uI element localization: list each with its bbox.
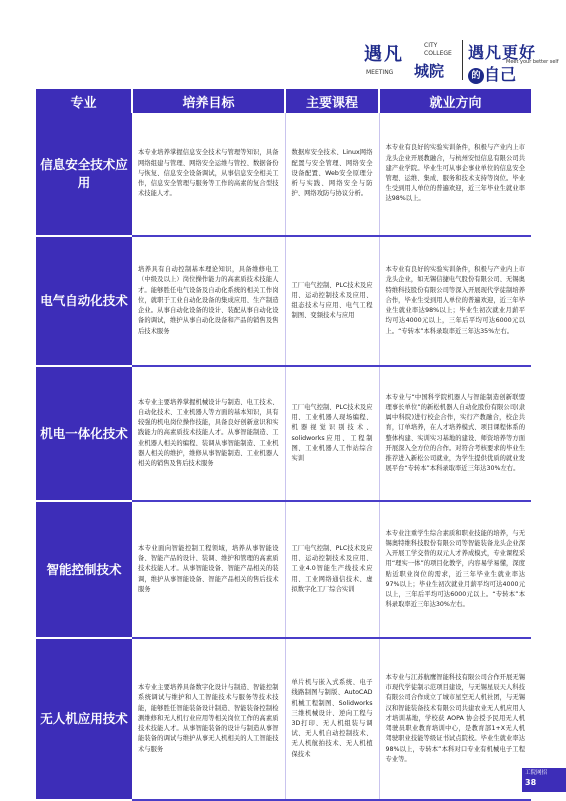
main-courses: 工厂电气控制、PLC技术及应用、运动控制技术及应用、工业4.0智能生产线技术应用、工业网络通信技术、虚拟数字化工厂综合实训 (285, 501, 379, 638)
training-goal: 本专业培养掌握信息安全技术与管理等知识，具备网络组建与管理、网络安全运维与管控、数据备份与恢复、信息安全设备调试，从事信息安全相关工作，信息安全管理与服务等工作的高素的复合型技术技能人才。 (132, 113, 285, 236)
slogan-line-2: 的 自己 (468, 62, 516, 85)
training-goal: 本专业主要培养掌握机械设计与制造、电工技术、自动化技术、工业机器人等方面的基本知识，具有较强的机电岗位操作技能，具备良好创新意识和实践能力的高素质技术技能人才。从事智能制造、工业机器人相关的编程、装调从事智能制造、工业机器人相关的维护，维修从事智能制造、工业机器人相关的销售及售后技术服务 (132, 366, 285, 501)
header-major: 专业 (36, 89, 132, 113)
table-row (36, 236, 531, 366)
major-name: 机电一体化技术 (36, 366, 132, 501)
employment-direction: 本专业与“中国科学院机器人与智能制造创新联盟理事长单位”的新松机器人自动化股份有限公司(隶属中科院)进行校企合作，实行产教融合，校企共育，订单培养，在人才培养模式、项目课程体系的整体构建、实训实习基地的建设、师资培养等方面开展深入全方位的合作。对符合考核要求的毕业生推荐进入新松公司就业，为学生提供优质的就业发展平台“专转本”本科录取率近三年达30%左右。 (379, 366, 531, 501)
table-row (36, 366, 531, 501)
main-courses: 工厂电气控制、PLC技术及应用、工业机器人现场编程、机器视觉识别技术、solidworks应用、工程制图、工业机器人工作站综合实训 (285, 366, 379, 501)
brand-logo (364, 40, 559, 84)
employment-direction: 本专业有良好的实验实训条件，积极与产业内上市龙头企业开展教融合，与杭州安恒信息有限公司共建产业学院。毕业生可从事企事业单位的信息安全管理、运维、集成、服务和技术支持等岗位。毕业生受到用人单位的普遍欢迎，近三年毕业生就业率达98%以上。 (379, 113, 531, 236)
header-goal: 培养目标 (132, 89, 285, 113)
training-goal: 培养具有自动控制基本理论知识，具备维修电工（中级及以上）岗位操作能力的高素质技术技能人才。能够胜任电气设备及自动化系统的相关工作岗位，就职于工业自动化设备的集成应用、生产制造企业。从事自动化设备的设计、装配从事自动化设备的调试，维护从事自动化设备和产品的销售及售后技术服务 (132, 236, 285, 366)
table-row (36, 501, 531, 638)
main-courses: 工厂电气控制、PLC技术及应用、运动控制技术及应用、组态技术与应用、电气工程制图、变频技术与应用 (285, 236, 379, 366)
page-number-tab (522, 768, 566, 792)
page-header (0, 0, 566, 88)
brand-divider (462, 40, 463, 80)
table-row (36, 113, 531, 236)
slogan-english: Meet your better self (506, 59, 559, 65)
main-courses: 数据库安全技术、Linux网络配置与安全管理、网络安全设备配置、Web安全原理分析与实践、网络安全与防护、网络攻防与协议分析。 (285, 113, 379, 236)
section-label: 工院网招 (525, 770, 548, 776)
employment-direction: 本专业注重学生综合素质和职业技能的培养，与无锡奥特维科技股份有限公司等智能装备龙头企业深入开展工学交替的双元人才养成模式，专业课程采用“理实一体”的项目化教学，内容易学易懂，深度贴近职业岗位的需求，近三年毕业生就业率达97%以上；毕业生初次就业月薪平均可达4000元以上，三年后平均可达6000元以上。“专转本”本科录取率近三年达30%左右。 (379, 501, 531, 638)
brand-name-2: 城院 (414, 62, 445, 80)
major-name: 无人机应用技术 (36, 638, 132, 800)
slogan-circle-char: 的 (468, 68, 484, 84)
brand-name-1: 遇凡 (364, 44, 404, 65)
brand-en-city: CITY COLLEGE (424, 42, 452, 57)
major-name: 电气自动化技术 (36, 236, 132, 366)
major-name: 信息安全技术应用 (36, 113, 132, 236)
header-jobs: 就业方向 (379, 89, 531, 113)
table-row (36, 638, 531, 800)
table-header-row (36, 89, 531, 113)
major-name: 智能控制技术 (36, 501, 132, 638)
header-courses: 主要课程 (285, 89, 379, 113)
main-courses: 单片机与嵌入式系统、电子线路制图与制版、AutoCAD机械工程制图、Solidworks三维机械设计、逆向工程与3D打印、无人机组装与调试、无人机自动控制技术、无人机航拍技术、无人机植保技术 (285, 638, 379, 800)
training-goal: 本专业主要培养具备数字化设计与制造、智能控制系统调试与维护和人工智能技术与服务等技术技能，能够胜任智能装备设计制造、智能装备控制检测维修和无人机行业应用等相关岗位工作的高素质技术技能人才。从事智能装备的设计与制造从事智能装备的调试与维护从事无人机相关的人工智能技术与服务 (132, 638, 285, 800)
page-number: 38 (525, 778, 537, 787)
employment-direction: 本专业与江苏航鹰智能科技有限公司合作开展无锡市现代学徒制示范项目建设，与无锡星辰天人科技有限公司合作成立了城市星空无人机社团，与无锡汉和智能装备技术有限公司共建农业无人机应用人才培训基地，学校获 AOPA 协会授予民用无人机驾驶员职业教育培训中心，是教育部1+X无人机驾驶职业技能等级证书试点院校。毕业生就业率达98%以上，专转本”本科对口专业有机械电子工程专业等。 (379, 638, 531, 800)
training-goal: 本专业面向智能控制工程领域，培养从事智能设备、智能产品的设计、装调、维护和管理的高素质技术技能人才。从事智能设备、智能产品相关的装调，维护从事智能设备、智能产品相关的售后技术服务 (132, 501, 285, 638)
majors-table (36, 89, 531, 801)
brand-en-meeting: MEETING (366, 69, 394, 76)
employment-direction: 本专业有良好的实验实训条件，积极与产业内上市龙头企业，如无锡信捷电气股份有限公司、无锡奥特维科技股份有限公司等深入开展现代学徒制培养合作，毕业生受到用人单位的普遍欢迎，近三年毕业生就业率达98%以上；毕业生初次就业月薪平均可达4000元以上，三年后平均可达6000元以上。“专转本”本科录取率近三年达35%左右。 (379, 236, 531, 366)
slogan-line-1: 遇凡更好 (468, 43, 537, 62)
